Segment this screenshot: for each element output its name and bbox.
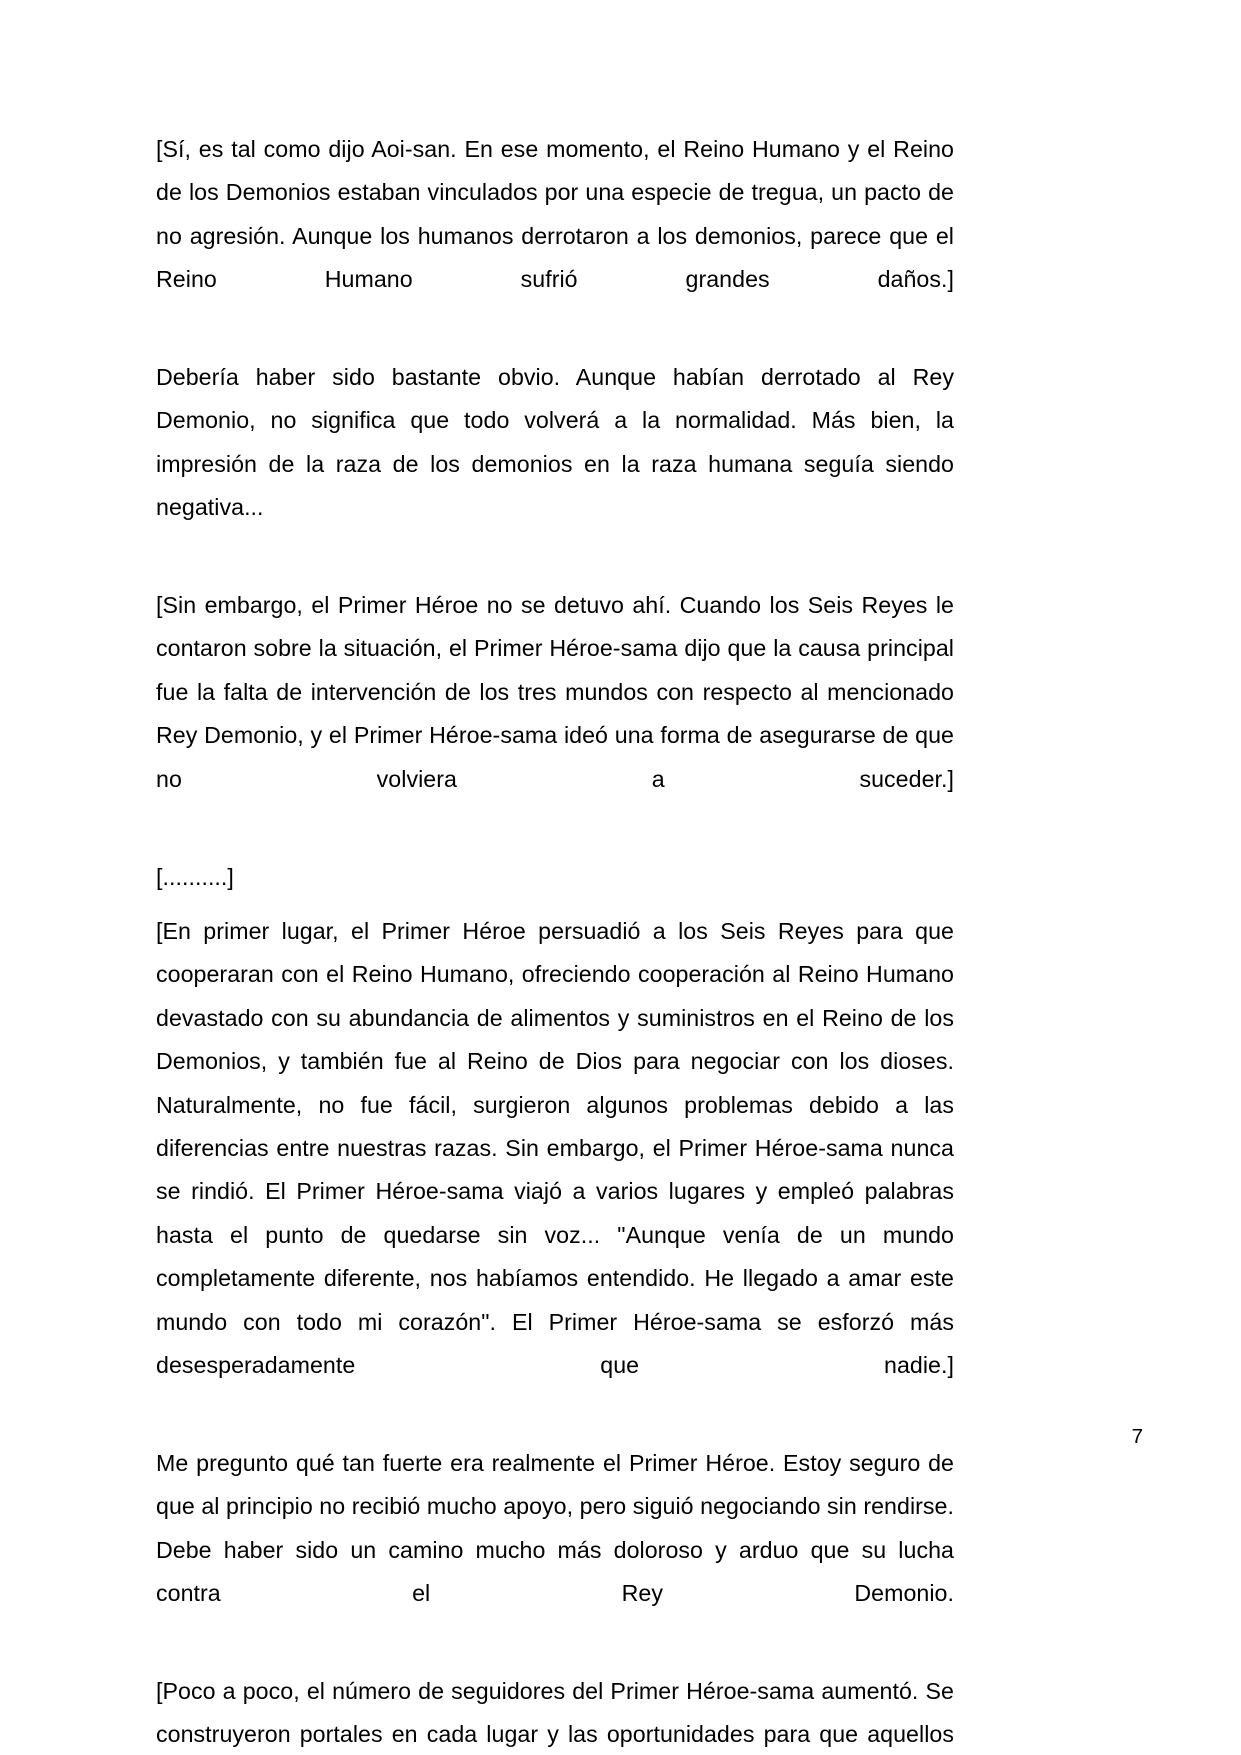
paragraph-1: [Sí, es tal como dijo Aoi-san. En ese momento, el Reino Humano y el Reino de los Demonios estaban vinculados por una especie de tregua, un pacto de no agresión. Aunque los humanos derrotaron a los demonios, parece que el Reino Humano sufrió grandes daños.] <box>156 136 954 293</box>
paragraph-2: Debería haber sido bastante obvio. Aunque habían derrotado al Rey Demonio, no significa que todo volverá a la normalidad. Más bien, la impresión de la raza de los demonios en la raza humana seguía siendo negativa... <box>156 364 954 521</box>
paragraph-ellipsis: [..........] <box>156 863 234 890</box>
paragraph-7: [Poco a poco, el número de seguidores del Primer Héroe-sama aumentó. Se construyeron portales en cada lugar y las oportunidades para que aquellos <box>156 1677 954 1748</box>
paragraph-3: [Sin embargo, el Primer Héroe no se detuvo ahí. Cuando los Seis Reyes le contaron sobre la situación, el Primer Héroe-sama dijo que la causa principal fue la falta de intervención de los tres mundos con respecto al mencionado Rey Demonio, y el Primer Héroe-sama ideó una forma de asegurarse de que no volviera a suceder.] <box>156 592 954 792</box>
paragraph-6: Me pregunto qué tan fuerte era realmente el Primer Héroe. Estoy seguro de que al principio no recibió mucho apoyo, pero siguió negociando sin rendirse. Debe haber sido un camino mucho más doloroso y arduo que su lucha contra el Rey Demonio. <box>156 1449 954 1606</box>
page-text-body <box>156 128 954 1755</box>
paragraph-5: [En primer lugar, el Primer Héroe persuadió a los Seis Reyes para que cooperaran con el Reino Humano, ofreciendo cooperación al Reino Humano devastado con su abundancia de alimentos y suministros en el Reino de los Demonios, y también fue al Reino de Dios para negociar con los dioses. Naturalmente, no fue fácil, surgieron algunos problemas debido a las diferencias entre nuestras razas. Sin embargo, el Primer Héroe-sama nunca se rindió. El Primer Héroe-sama viajó a varios lugares y empleó palabras hasta el punto de quedarse sin voz... "Aunque venía de un mundo completamente diferente, nos habíamos entendido. He llegado a amar este mundo con todo mi corazón". El Primer Héroe-sama se esforzó más desesperadamente que nadie.] <box>156 917 954 1378</box>
page-number: 7 <box>1131 1425 1143 1448</box>
